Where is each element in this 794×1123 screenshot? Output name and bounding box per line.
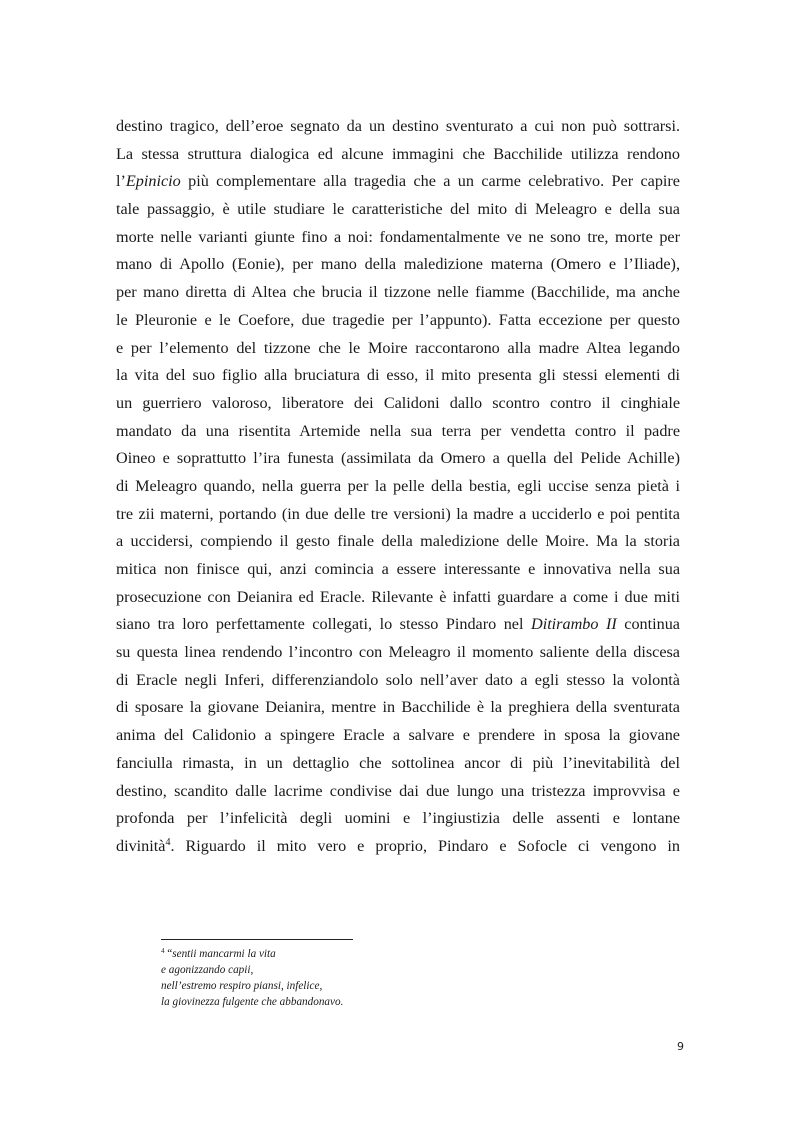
text-line: tale passaggio, è utile studiare le caratteristiche del mito di Meleagro e della sua	[116, 200, 680, 219]
text-line: prosecuzione con Deianira ed Eracle. Rilevante è infatti guardare a come i due miti	[116, 587, 680, 606]
text-line: destino, scandito dalle lacrime condivise dai due lungo una tristezza improvvisa e	[116, 781, 680, 800]
text-line: un guerriero valoroso, liberatore dei Calidoni dallo scontro contro il cinghiale	[116, 393, 680, 412]
text-line: profonda per l’infelicità degli uomini e l’ingiustizia delle assenti e lontane	[116, 809, 680, 828]
footnote-reference[interactable]: 4	[165, 836, 171, 848]
footnote-mark: 4	[161, 947, 165, 955]
text-line: di sposare la giovane Deianira, mentre in Bacchilide è la preghiera della sventurata	[116, 698, 680, 717]
text-line: anima del Calidonio a spingere Eracle a salvare e prendere in sposa la giovane	[116, 726, 680, 745]
text-line: l’Epinicio più complementare alla tragedia che a un carme celebrativo. Per capire	[116, 172, 680, 191]
footnote-line: la giovinezza fulgente che abbandonavo.	[161, 996, 344, 1008]
text-line: siano tra loro perfettamente collegati, lo stesso Pindaro nel Ditirambo II continua	[116, 615, 680, 634]
body-text	[116, 113, 680, 861]
text-line: tre zii materni, portando (in due delle tre versioni) la madre a ucciderlo e poi pentita	[116, 504, 680, 523]
footnote-line: $^4$ “sentii mancarmi la vita	[161, 947, 276, 960]
text-line: a uccidersi, compiendo il gesto finale della maledizione delle Moire. Ma la storia	[116, 532, 680, 551]
text-line: su questa linea rendendo l’incontro con Meleagro il momento saliente della discesa	[116, 643, 680, 662]
text-line: di Eracle negli Inferi, differenziandolo solo nell’aver dato a egli stesso la volontà	[116, 670, 680, 689]
text-line: destino tragico, dell’eroe segnato da un destino sventurato a cui non può sottrarsi.	[116, 117, 680, 135]
footnote	[161, 946, 343, 1010]
text-line: e per l’elemento del tizzone che le Moire raccontarono alla madre Altea legando	[116, 338, 680, 357]
work-title: Epinicio	[125, 172, 181, 191]
text-line: fanciulla rimasta, in un dettaglio che sottolinea ancor di più l’inevitabilità del	[116, 753, 680, 772]
footnote-line: nell’estremo respiro piansi, infelice,	[161, 980, 323, 992]
footnote-separator	[161, 939, 353, 940]
text-line: la vita del suo figlio alla bruciatura di esso, il mito presenta gli stessi elementi di	[116, 366, 680, 385]
text-line: Oineo e soprattutto l’ira funesta (assimilata da Omero a quella del Pelide Achille)	[116, 449, 680, 468]
text-line: mitica non finisce qui, anzi comincia a essere interessante e innovativa nella sua	[116, 560, 680, 578]
text-line: mandato da una risentita Artemide nella sua terra per vendetta contro il padre	[116, 421, 680, 440]
text-line: morte nelle varianti giunte fino a noi: fondamentalmente ve ne sono tre, morte per	[116, 227, 680, 246]
text-line: La stessa struttura dialogica ed alcune immagini che Bacchilide utilizza rendono	[116, 144, 680, 163]
text-line: le Pleuronie e le Coefore, due tragedie per l’appunto). Fatta eccezione per questo	[116, 310, 680, 329]
text-line: divinità$^4$. Riguardo il mito vero e proprio, Pindaro e Sofocle ci vengono in	[116, 836, 680, 855]
text-line: di Meleagro quando, nella guerra per la pelle della bestia, egli uccise senza pietà i	[116, 476, 680, 495]
page-number: 9	[677, 1040, 684, 1053]
text-line: mano di Apollo (Eonie), per mano della maledizione materna (Omero e l’Iliade),	[116, 255, 680, 274]
work-title: Ditirambo II	[531, 615, 617, 634]
footnote-line: e agonizzando capii,	[161, 964, 254, 976]
text-line: per mano diretta di Altea che brucia il tizzone nelle fiamme (Bacchilide, ma anche	[116, 283, 680, 302]
